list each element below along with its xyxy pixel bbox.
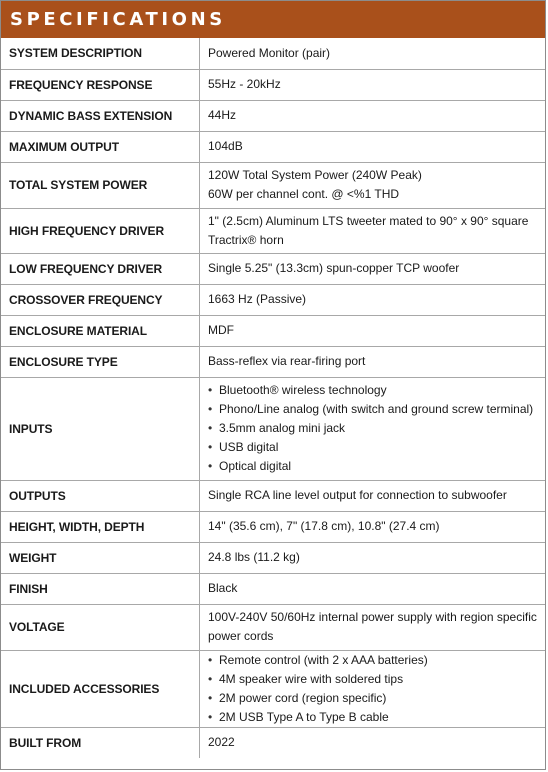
spec-value-line: Bass-reflex via rear-firing port (208, 354, 366, 368)
spec-row (1, 377, 545, 480)
spec-row (1, 480, 545, 511)
spec-label: DYNAMIC BASS EXTENSION (1, 100, 200, 131)
spec-label: WEIGHT (1, 542, 200, 573)
spec-value (200, 346, 546, 377)
spec-row (1, 542, 545, 573)
bullet-icon: • (208, 690, 213, 705)
spec-bullet-item (208, 438, 539, 457)
bullet-icon: • (208, 652, 213, 667)
spec-value (200, 69, 546, 100)
spec-value (200, 208, 546, 253)
spec-bullet-item (208, 457, 539, 476)
spec-bullet-item (208, 400, 539, 419)
spec-bullet-item (208, 689, 539, 708)
bullet-icon: • (208, 709, 213, 724)
spec-value (200, 573, 546, 604)
spec-row (1, 315, 545, 346)
bullet-icon: • (208, 440, 213, 454)
spec-label: CROSSOVER FREQUENCY (1, 284, 200, 315)
spec-value-line: Single RCA line level output for connection to subwoofer (208, 488, 507, 502)
bullet-icon: • (208, 459, 213, 473)
spec-value-line: Tractrix® horn (208, 232, 284, 247)
spec-value-line: 1" (2.5cm) Aluminum LTS tweeter mated to 90° x 90° square (208, 213, 529, 228)
spec-value (200, 162, 546, 208)
spec-value (200, 253, 546, 284)
spec-bullet-list (208, 651, 539, 727)
spec-label: VOLTAGE (1, 604, 200, 650)
spec-value-line: Powered Monitor (pair) (208, 45, 331, 60)
spec-value-line: 104dB (208, 139, 243, 153)
spec-bullet-text: Phono/Line analog (with switch and ground screw terminal) (219, 402, 534, 416)
spec-value (200, 480, 546, 511)
spec-value (200, 131, 546, 162)
spec-label: HIGH FREQUENCY DRIVER (1, 208, 200, 253)
spec-table (1, 38, 545, 758)
spec-label: ENCLOSURE MATERIAL (1, 315, 200, 346)
spec-value-line: 100V-240V 50/60Hz internal power supply with region specific (208, 610, 537, 624)
spec-row (1, 346, 545, 377)
spec-bullet-text: 2M USB Type A to Type B cable (219, 709, 389, 724)
spec-row (1, 727, 545, 758)
spec-value (200, 511, 546, 542)
spec-bullet-text: Optical digital (219, 459, 292, 473)
spec-row (1, 253, 545, 284)
spec-bullet-item (208, 708, 539, 727)
spec-row (1, 69, 545, 100)
spec-value-line: 1663 Hz (Passive) (208, 292, 307, 306)
spec-row (1, 511, 545, 542)
spec-bullet-item (208, 651, 539, 670)
bullet-icon: • (208, 421, 213, 435)
spec-value (200, 542, 546, 573)
bullet-icon: • (208, 383, 213, 397)
spec-value (200, 284, 546, 315)
spec-value-line: 24.8 lbs (11.2 kg) (208, 550, 300, 564)
spec-header (1, 1, 545, 38)
spec-value (200, 38, 546, 69)
spec-row (1, 38, 545, 69)
spec-bullet-list (208, 381, 539, 476)
spec-bullet-item (208, 419, 539, 438)
spec-label: INPUTS (1, 377, 200, 480)
spec-label: MAXIMUM OUTPUT (1, 131, 200, 162)
spec-value-line: 2022 (208, 735, 235, 750)
spec-label: FINISH (1, 573, 200, 604)
spec-bullet-text: 2M power cord (region specific) (219, 690, 387, 705)
spec-bullet-text: Bluetooth® wireless technology (219, 383, 387, 397)
spec-value (200, 377, 546, 480)
spec-row (1, 208, 545, 253)
spec-value-line: Single 5.25" (13.3cm) spun-copper TCP woofer (208, 261, 460, 275)
spec-row (1, 650, 545, 727)
spec-value-line: 44Hz (208, 108, 237, 122)
spec-bullet-item (208, 381, 539, 400)
spec-label: TOTAL SYSTEM POWER (1, 162, 200, 208)
spec-value-line: 55Hz - 20kHz (208, 77, 281, 91)
spec-value-line: 14" (35.6 cm), 7" (17.8 cm), 10.8" (27.4 cm) (208, 519, 440, 533)
spec-bullet-text: 4M speaker wire with soldered tips (219, 671, 404, 686)
bullet-icon: • (208, 402, 213, 416)
spec-label: ENCLOSURE TYPE (1, 346, 200, 377)
spec-value (200, 315, 546, 346)
spec-label: FREQUENCY RESPONSE (1, 69, 200, 100)
spec-label: SYSTEM DESCRIPTION (1, 38, 200, 69)
spec-title: SPECIFICATIONS (10, 9, 226, 30)
spec-value (200, 650, 546, 727)
spec-value-line: 60W per channel cont. @ <%1 THD (208, 187, 400, 201)
spec-bullet-text: USB digital (219, 440, 279, 454)
spec-value (200, 727, 546, 758)
bullet-icon: • (208, 671, 213, 686)
spec-label: INCLUDED ACCESSORIES (1, 650, 200, 727)
spec-row (1, 100, 545, 131)
spec-row (1, 162, 545, 208)
spec-value-line: MDF (208, 323, 234, 337)
spec-value-line: 120W Total System Power (240W Peak) (208, 168, 422, 182)
spec-value (200, 604, 546, 650)
spec-label: OUTPUTS (1, 480, 200, 511)
spec-bullet-text: Remote control (with 2 x AAA batteries) (219, 652, 428, 667)
spec-label: HEIGHT, WIDTH, DEPTH (1, 511, 200, 542)
spec-value-line: Black (208, 581, 238, 595)
spec-label: BUILT FROM (1, 727, 200, 758)
spec-label: LOW FREQUENCY DRIVER (1, 253, 200, 284)
spec-bullet-item (208, 670, 539, 689)
spec-row (1, 604, 545, 650)
spec-value (200, 100, 546, 131)
spec-row (1, 131, 545, 162)
spec-value-line: power cords (208, 629, 274, 643)
spec-row (1, 573, 545, 604)
spec-row (1, 284, 545, 315)
spec-bullet-text: 3.5mm analog mini jack (219, 421, 346, 435)
